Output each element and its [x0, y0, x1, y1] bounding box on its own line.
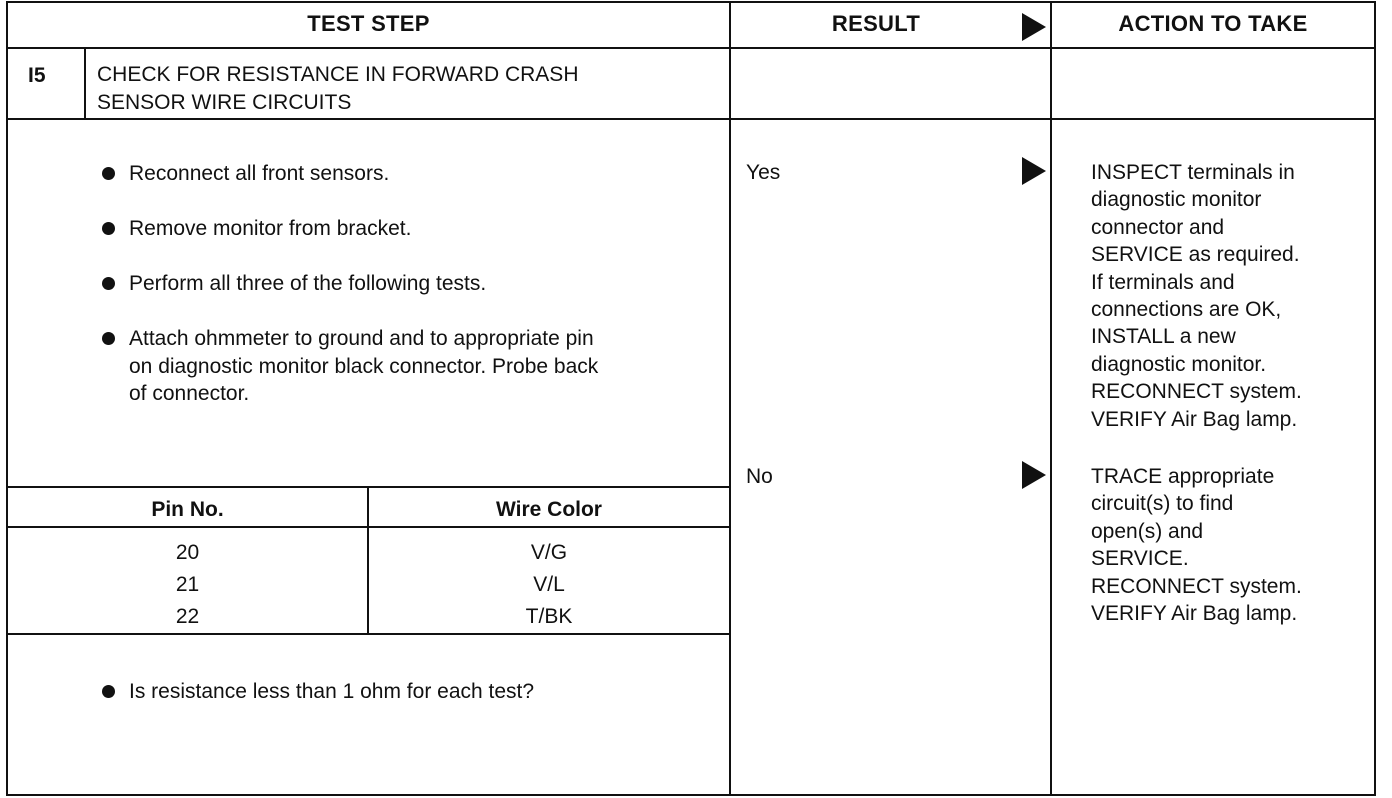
instruction-bullet [98, 160, 729, 188]
header-test-step: TEST STEP [307, 11, 430, 36]
pin-table-header-pin: Pin No. [151, 498, 224, 521]
pin-table-header-wire-color: Wire Color [496, 498, 602, 521]
action-yes-line: SERVICE as required. [1091, 243, 1300, 267]
instruction-text: Perform all three of the following tests. [129, 272, 487, 295]
instruction-bullet [98, 270, 729, 298]
action-no-line: SERVICE. [1091, 547, 1189, 571]
question-text: Is resistance less than 1 ohm for each test? [129, 680, 535, 703]
bullet-dot-icon [102, 332, 115, 345]
step-title-divider [6, 118, 1376, 120]
pin-number: 21 [175, 573, 200, 596]
action-yes-line: INSPECT terminals in [1091, 161, 1295, 184]
step-number: I5 [28, 64, 46, 87]
wire-color: V/G [530, 541, 568, 564]
instruction-text-line: on diagnostic monitor black connector. Probe back [129, 354, 599, 378]
pin-number: 22 [175, 605, 200, 628]
instruction-bullet [98, 325, 729, 408]
action-yes-line: VERIFY Air Bag lamp. [1091, 407, 1298, 431]
step-number-divider [84, 47, 86, 120]
instruction-text-line: Attach ohmmeter to ground and to appropriate pin [129, 327, 594, 350]
result-yes-label: Yes [746, 161, 781, 184]
bullet-dot-icon [102, 685, 115, 698]
action-yes-line: INSTALL a new [1091, 325, 1236, 349]
header-action-to-take: ACTION TO TAKE [1118, 11, 1308, 36]
action-no-line: TRACE appropriate [1091, 465, 1275, 488]
result-yes-arrow-icon [1022, 157, 1046, 185]
test-step-result-divider [729, 1, 731, 796]
action-no-line: circuit(s) to find [1091, 492, 1234, 516]
action-no-line: open(s) and [1091, 519, 1204, 543]
result-no-arrow-icon [1022, 461, 1046, 489]
action-yes [1091, 159, 1381, 433]
step-title [97, 61, 727, 116]
result-no-label: No [746, 465, 773, 488]
bullet-dot-icon [102, 277, 115, 290]
instruction-bullet [98, 215, 729, 243]
table-border-left [6, 1, 8, 796]
action-no [1091, 463, 1381, 627]
instruction-text-line: of connector. [129, 382, 250, 405]
action-no-line: RECONNECT system. [1091, 574, 1302, 598]
bullet-dot-icon [102, 167, 115, 180]
action-yes-line: connections are OK, [1091, 298, 1282, 322]
wire-color: T/BK [525, 605, 573, 628]
wire-color: V/L [533, 573, 565, 596]
question-bullet [98, 678, 729, 706]
step-title-line-2: SENSOR WIRE CIRCUITS [97, 90, 352, 114]
bullet-dot-icon [102, 222, 115, 235]
table-border-bottom [6, 794, 1376, 796]
result-action-divider [1050, 1, 1052, 796]
action-yes-line: diagnostic monitor. [1091, 352, 1267, 376]
pin-number: 20 [175, 541, 200, 564]
action-yes-line: If terminals and [1091, 270, 1235, 294]
action-yes-line: connector and [1091, 215, 1225, 239]
action-no-line: VERIFY Air Bag lamp. [1091, 602, 1298, 626]
action-yes-line: RECONNECT system. [1091, 380, 1302, 404]
header-result: RESULT [831, 11, 921, 36]
instruction-text: Reconnect all front sensors. [129, 162, 390, 185]
action-yes-line: diagnostic monitor [1091, 188, 1262, 212]
step-title-line-1: CHECK FOR RESISTANCE IN FORWARD CRASH [97, 63, 579, 86]
header-result-arrow-icon [1022, 13, 1046, 41]
instruction-text: Remove monitor from bracket. [129, 217, 412, 240]
